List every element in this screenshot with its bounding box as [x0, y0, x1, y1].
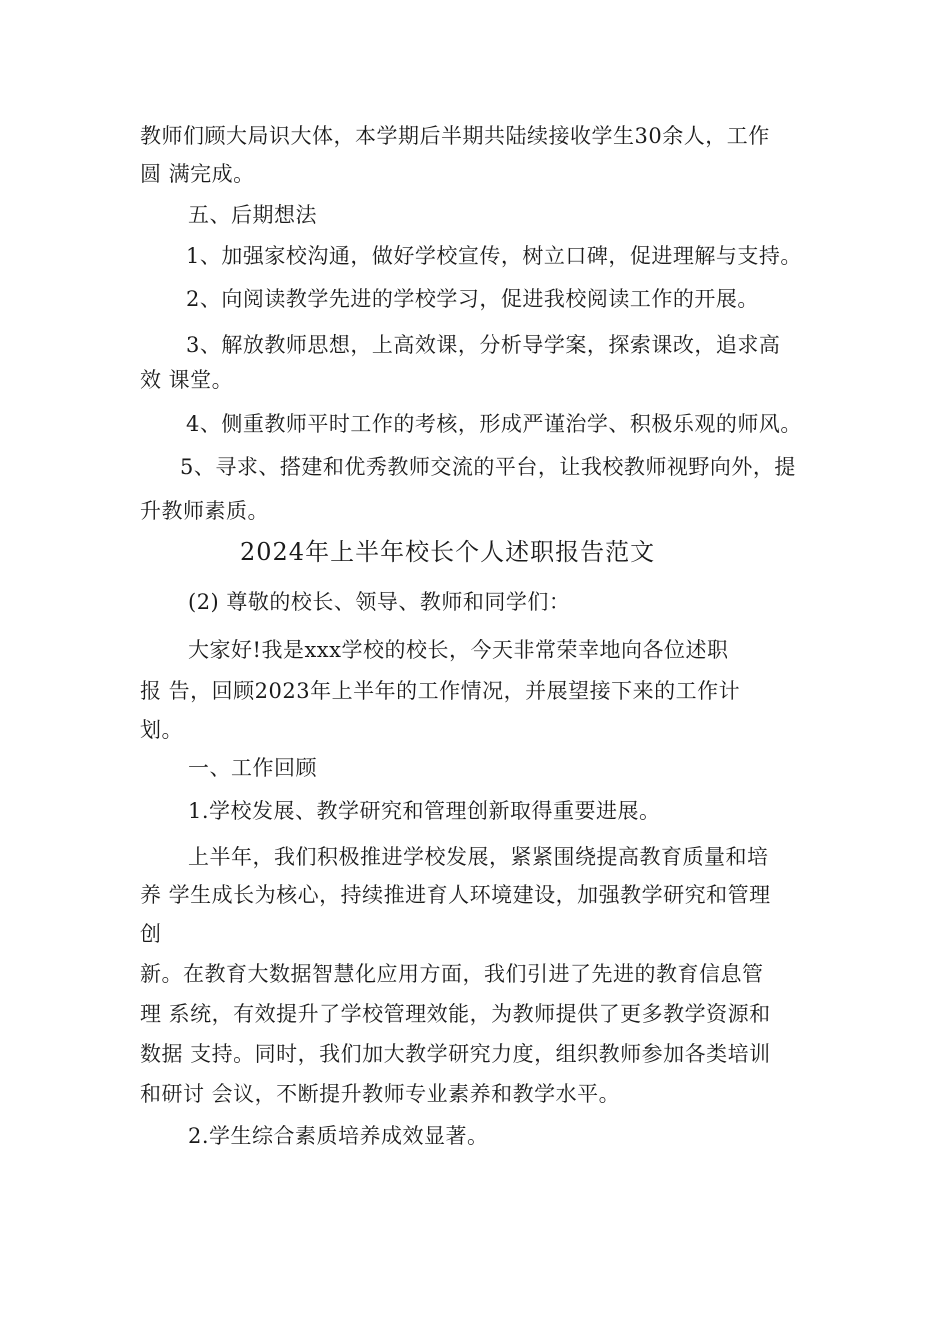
list-item: 5、寻求、搭建和优秀教师交流的平台，让我校教师视野向外，提 [180, 455, 796, 479]
text-line: 创 [140, 922, 162, 946]
text-line: 和研讨 会议，不断提升教师专业素养和教学水平。 [140, 1082, 621, 1106]
section-heading: 五、后期想法 [188, 203, 317, 227]
text-line: 效 课堂。 [140, 368, 234, 392]
list-item: 4、侧重教师平时工作的考核，形成严谨治学、积极乐观的师风。 [186, 412, 802, 436]
subsection-heading: 2.学生综合素质培养成效显著。 [188, 1124, 489, 1148]
text-line: 数据 支持。同时，我们加大教学研究力度，组织教师参加各类培训 [140, 1042, 771, 1066]
text-line: 上半年，我们积极推进学校发展，紧紧围绕提高教育质量和培 [188, 845, 769, 869]
list-item: 2、向阅读教学先进的学校学习，促进我校阅读工作的开展。 [186, 287, 759, 311]
list-item: 3、解放教师思想，上高效课，分析导学案，探索课改，追求高 [186, 333, 781, 357]
text-line: 圆 满完成。 [140, 162, 255, 186]
text-line: 教师们顾大局识大体，本学期后半期共陆续接收学生30余人，工作 [140, 124, 770, 148]
subsection-heading: 1.学校发展、教学研究和管理创新取得重要进展。 [188, 799, 661, 823]
list-item: 1、加强家校沟通，做好学校宣传，树立口碑，促进理解与支持。 [186, 244, 802, 268]
page-title: 2024年上半年校长个人述职报告范文 [240, 538, 656, 566]
text-line: 理 系统，有效提升了学校管理效能，为教师提供了更多教学资源和 [140, 1002, 771, 1026]
text-line: 养 学生成长为核心，持续推进育人环境建设，加强教学研究和管理 [140, 883, 771, 907]
text-line: 新。在教育大数据智慧化应用方面，我们引进了先进的教育信息管 [140, 962, 764, 986]
text-line: 划。 [140, 718, 183, 742]
greeting-line: (2) 尊敬的校长、领导、教师和同学们： [188, 590, 571, 614]
text-line: 报 告，回顾2023年上半年的工作情况，并展望接下来的工作计 [140, 679, 741, 703]
section-heading: 一、工作回顾 [188, 756, 317, 780]
text-line: 大家好!我是xxx学校的校长，今天非常荣幸地向各位述职 [188, 638, 729, 662]
text-line: 升教师素质。 [140, 499, 269, 523]
